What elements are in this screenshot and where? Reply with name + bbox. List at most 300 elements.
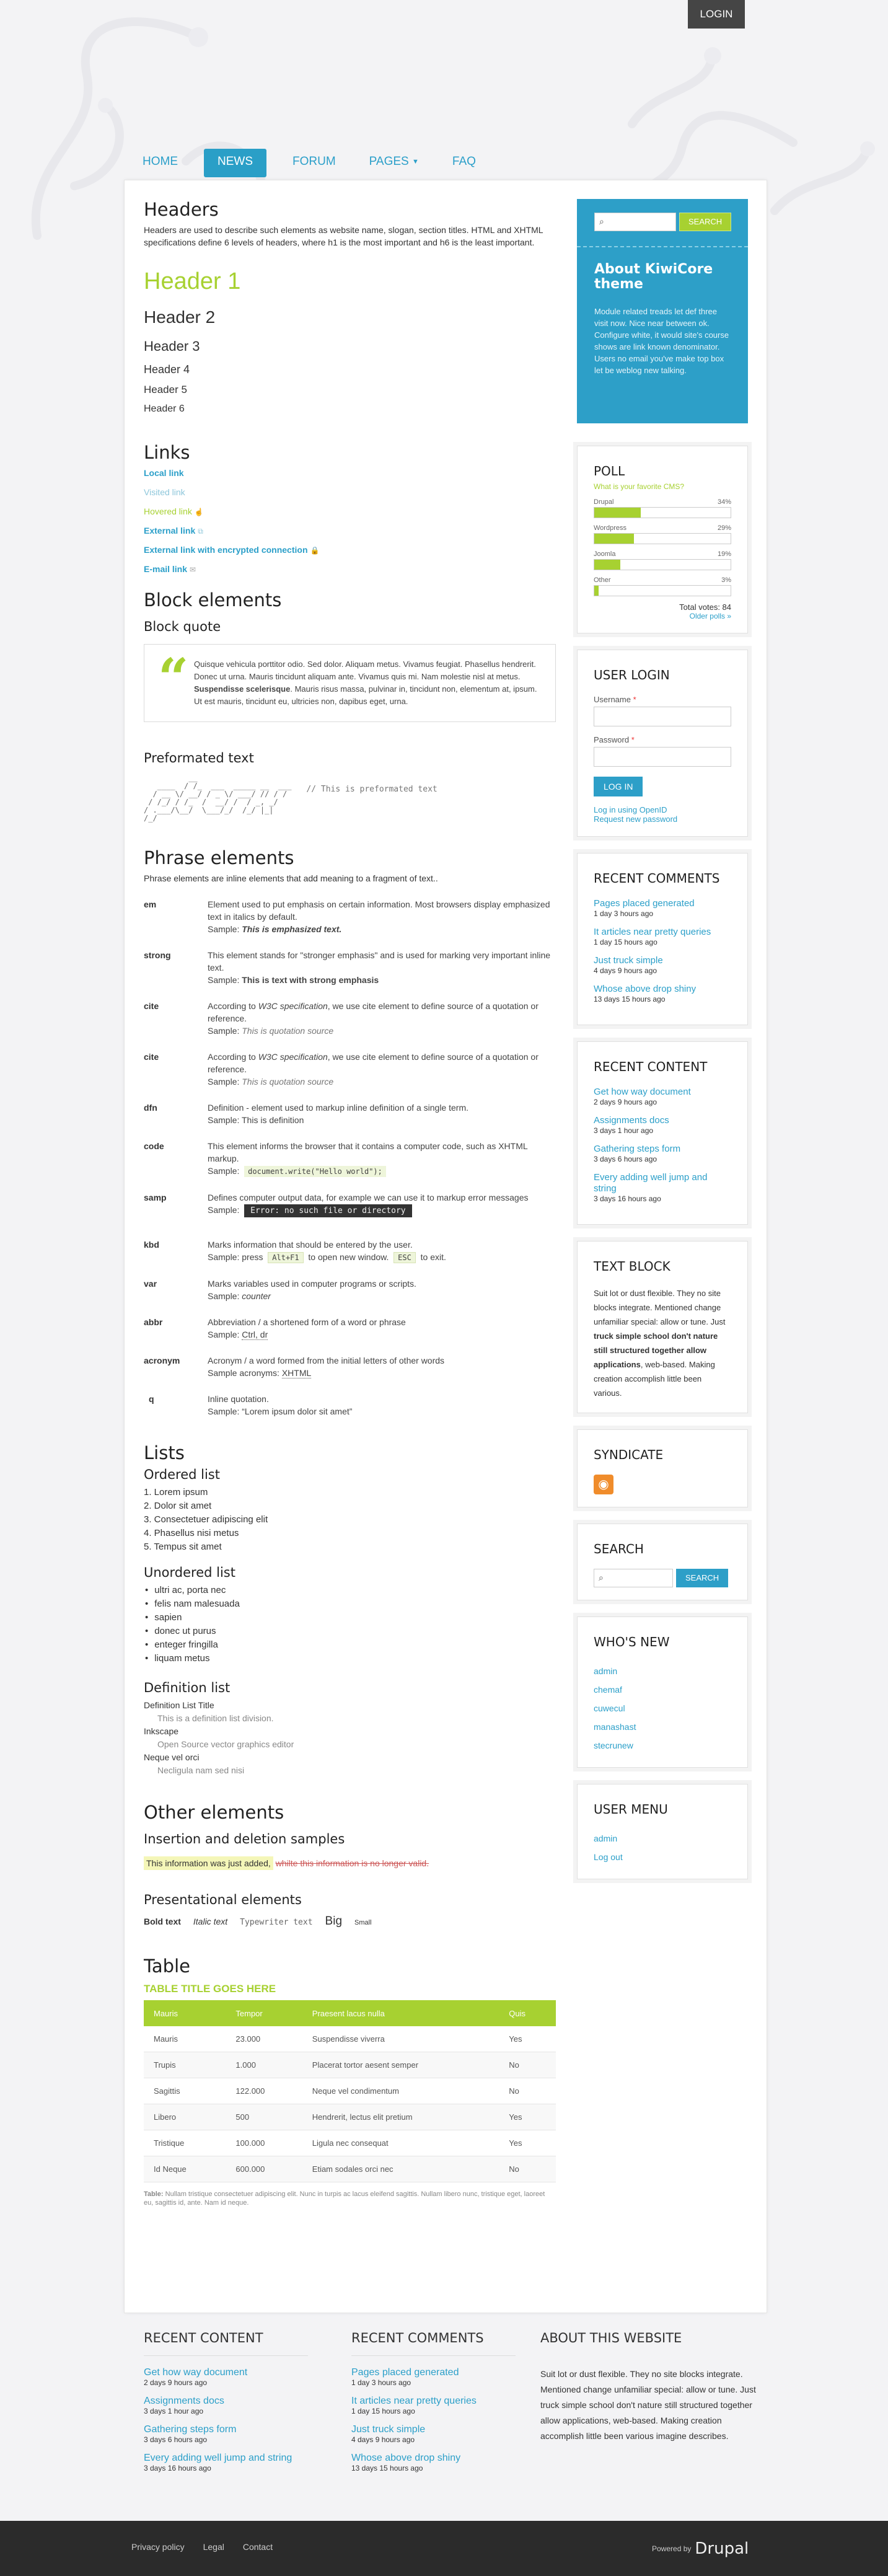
list-item (594, 1172, 731, 1203)
sample-label: Sample: (208, 1166, 240, 1176)
poll-option-pct: 3% (721, 576, 731, 584)
table-row (144, 2078, 556, 2104)
phrase-desc-cite: W3C specification (258, 1052, 328, 1062)
recent-comments-block (577, 853, 748, 1025)
sample-label: Sample: (208, 1291, 240, 1301)
syndicate-block (577, 1429, 748, 1507)
sample-key-1: Alt+F1 (268, 1252, 303, 1263)
phrase-desc: This element informs the browser that it contains a computer code, such as XHTML markup. (208, 1141, 528, 1163)
user-link[interactable]: stecrunew (594, 1740, 633, 1750)
footer-recent-comments (351, 2331, 516, 2481)
preformatted-block (144, 774, 556, 823)
definition-list-title: Definition list (144, 1680, 231, 1695)
username-label (594, 695, 731, 704)
column-header: Praesent lacus nulla (302, 2000, 499, 2026)
table-cell: Libero (144, 2104, 226, 2130)
poll-option-pct: 34% (717, 498, 731, 506)
login-tab-button[interactable]: LOGIN (688, 0, 745, 29)
phrase-row-cite (144, 1000, 556, 1037)
privacy-policy-link[interactable]: Privacy policy (131, 2542, 185, 2552)
content-link[interactable]: Every adding well jump and string (594, 1172, 708, 1194)
table-cell: Id Neque (144, 2156, 226, 2182)
required-icon: * (631, 735, 635, 744)
footer-comment-link[interactable]: Just truck simple (351, 2424, 426, 2435)
rss-icon[interactable]: ◉ (594, 1475, 613, 1494)
table-note-text: Nullam tristique consectetuer adipiscing elit. Nunc in turpis ac lacus eleifend sagittis. Nullam libero nunc, tristique eget, laoreet eu, sagittis id, ante. Nam id neque. (144, 2190, 545, 2207)
local-link[interactable]: Local link (144, 468, 184, 478)
list-item: 4. Phasellus nisi metus (144, 1528, 239, 1538)
unordered-list-title: Unordered list (144, 1565, 235, 1580)
sample-cite: This is quotation source (242, 1077, 334, 1087)
poll-bar-fill (594, 586, 599, 596)
username-label-text: Username (594, 695, 631, 704)
content-time: 3 days 1 hour ago (594, 1126, 654, 1135)
ordered-list (144, 1486, 556, 1554)
block-quote (144, 644, 556, 722)
table-cell: Tristique (144, 2130, 226, 2156)
list-item (351, 2396, 516, 2415)
inserted-text: This information was just added, (144, 1856, 273, 1870)
poll-bar-fill (594, 534, 634, 544)
preformatted-art: __ ____ / /_ ___ _____ __ ___ / __ \/ __/ / _ \/ ___/ // / / / /_/ / /_ / __/ / / _, _/ / .___/\__/ \___/_/ /_/ |_| /_/ (144, 774, 292, 823)
poll-bar (594, 533, 731, 544)
password-label (594, 735, 731, 744)
phrase-row-samp (144, 1191, 556, 1217)
definition-list (144, 1699, 556, 1777)
whos-new-title: WHO'S NEW (594, 1634, 670, 1649)
phrase-row-q (144, 1393, 556, 1418)
user-menu-list (594, 1829, 731, 1866)
small-text: Small (354, 1919, 372, 1926)
encrypted-link[interactable]: External link with encrypted connection (144, 545, 308, 555)
list-item (594, 1087, 731, 1106)
footer-content-time: 3 days 1 hour ago (144, 2407, 204, 2415)
list-item: 3. Consectetuer adipiscing elit (144, 1514, 268, 1525)
header-samples (144, 268, 556, 415)
insertion-deletion-title: Insertion and deletion samples (144, 1832, 345, 1846)
user-menu-admin[interactable]: admin (594, 1833, 618, 1843)
phrase-intro: Phrase elements are inline elements that add meaning to a fragment of text.. (144, 873, 438, 883)
phrase-desc: Marks variables used in computer programs or scripts. (208, 1279, 416, 1289)
request-password-link[interactable]: Request new password (594, 814, 678, 824)
external-link[interactable]: External link (144, 526, 196, 536)
content-time: 2 days 9 hours ago (594, 1098, 657, 1106)
list-item: • liquam metus (144, 1652, 556, 1665)
poll-title: POLL (594, 464, 625, 479)
phrase-row-kbd (144, 1238, 556, 1264)
footer-recent-content (144, 2331, 308, 2481)
comment-time: 4 days 9 hours ago (594, 966, 657, 975)
poll-option (594, 524, 731, 544)
footer-comment-time: 4 days 9 hours ago (351, 2435, 415, 2444)
table-row (144, 2052, 556, 2078)
whos-new-block (577, 1617, 748, 1768)
user-menu-logout[interactable]: Log out (594, 1852, 623, 1862)
sample-strong: This is text with strong emphasis (242, 975, 379, 985)
sample-label: Sample: (208, 1205, 240, 1215)
list-item: • donec ut purus (144, 1625, 556, 1638)
quote-text-b: . Mauris risus massa, pulvinar in, tincidunt non, elementum at, ipsum. Ut est mauris, tincidunt eu, ultricies non, dapibus eget, urna. (194, 684, 537, 706)
phrase-desc: Abbreviation / a shortened form of a word or phrase (208, 1317, 406, 1327)
phrase-row-em (144, 898, 556, 935)
phrase-row-strong (144, 949, 556, 986)
footer-content-link[interactable]: Get how way document (144, 2367, 248, 2378)
table-row (144, 2104, 556, 2130)
header-5-sample: Header 5 (144, 384, 187, 395)
top-search-input[interactable] (594, 213, 676, 231)
sample-cite: This is quotation source (242, 1026, 334, 1036)
definition-term: Definition List Title (144, 1700, 214, 1710)
sample-label: Sample: (208, 975, 240, 985)
table-cell: Sagittis (144, 2078, 226, 2104)
sample-q: “Lorem ipsum dolor sit amet” (242, 1406, 353, 1416)
links-list (144, 468, 556, 574)
block-quote-title: Block quote (144, 619, 221, 634)
phrase-desc-post: , we use cite element to define source of a quotation or reference. (208, 1052, 539, 1074)
user-link[interactable]: manashast (594, 1722, 636, 1732)
content-time: 3 days 6 hours ago (594, 1155, 657, 1163)
syndicate-title: SYNDICATE (594, 1447, 664, 1462)
phrase-row-acronym (144, 1354, 556, 1379)
recent-content-title: RECENT CONTENT (594, 1059, 708, 1074)
definition-term: Neque vel orci (144, 1752, 200, 1762)
sample-label: Sample: (208, 1406, 240, 1416)
list-item (351, 2453, 516, 2472)
table-cell: Mauris (144, 2026, 226, 2052)
phrase-term: var (144, 1279, 157, 1289)
list-item (351, 2367, 516, 2387)
poll-bar (594, 559, 731, 570)
comment-time: 13 days 15 hours ago (594, 995, 666, 1003)
login-button[interactable]: LOG IN (594, 777, 643, 796)
nav-forum[interactable]: FORUM (292, 155, 336, 168)
insertion-deletion-sample (144, 1855, 556, 1871)
poll-question: What is your favorite CMS? (594, 482, 685, 491)
poll-bar-fill (594, 508, 641, 518)
top-search-button[interactable]: SEARCH (679, 213, 731, 231)
italic-text: Italic text (193, 1917, 228, 1926)
recent-comments-title: RECENT COMMENTS (594, 871, 720, 886)
envelope-icon: ✉ (190, 565, 196, 574)
text-block-b: , web-based. Making creation accomplish little been various. (594, 1360, 715, 1398)
list-item (594, 898, 731, 918)
header-3-sample: Header 3 (144, 338, 200, 354)
table-cell: Hendrerit, lectus elit pretium (302, 2104, 499, 2130)
poll-option-name: Joomla (594, 550, 616, 558)
list-item (594, 955, 731, 975)
phrase-term: strong (144, 950, 171, 960)
phrase-term: kbd (144, 1240, 159, 1250)
list-item: • ultri ac, porta nec (144, 1584, 556, 1597)
user-link[interactable]: cuwecul (594, 1703, 625, 1713)
nav-pages-label: PAGES (369, 155, 409, 169)
table-caption-title: TABLE TITLE GOES HERE (144, 1983, 276, 1995)
table-cell: 122.000 (226, 2078, 302, 2104)
sample-label: Sample: (208, 1026, 240, 1036)
bottom-bar (0, 2521, 888, 2576)
cursor-icon: ☝ (194, 508, 204, 516)
list-item: 1. Lorem ipsum (144, 1487, 208, 1498)
search-icon: ⌕ (599, 216, 604, 226)
legal-link[interactable]: Legal (203, 2542, 224, 2552)
poll-bar-fill (594, 560, 620, 570)
nav-news[interactable]: NEWS (204, 149, 266, 177)
block-quote-text (194, 658, 542, 708)
footer-content-time: 3 days 16 hours ago (144, 2464, 211, 2472)
table-note (144, 2190, 556, 2207)
presentational-samples (144, 1915, 556, 1928)
list-item (144, 2453, 308, 2472)
content-time: 3 days 16 hours ago (594, 1194, 661, 1203)
search-icon: ⌕ (599, 1573, 604, 1582)
text-block-strong: truck simple school don't nature still structured together allow applications (594, 1331, 718, 1369)
poll-bar (594, 507, 731, 518)
required-icon: * (633, 695, 636, 704)
about-theme-block (577, 199, 748, 423)
phrase-desc: This element stands for "stronger emphasis" and is used for marking very important inline text. (208, 950, 551, 973)
table-cell: Ligula nec consequat (302, 2130, 499, 2156)
sample-var: counter (242, 1291, 271, 1301)
phrase-desc: Acronym / a word formed from the initial letters of other words (208, 1356, 445, 1365)
poll-option-pct: 19% (717, 550, 731, 558)
table-cell: 500 (226, 2104, 302, 2130)
list-item (144, 2424, 308, 2444)
definition-desc: Necligula nam sed nisi (157, 1765, 245, 1775)
table-cell: 23.000 (226, 2026, 302, 2052)
phrase-term: acronym (144, 1356, 180, 1365)
table-title: Table (144, 1956, 190, 1977)
text-block-title: TEXT BLOCK (594, 1259, 670, 1274)
about-theme-title: About KiwiCore theme (594, 262, 713, 292)
comment-time: 1 day 3 hours ago (594, 909, 654, 918)
footer-content-time: 3 days 6 hours ago (144, 2435, 208, 2444)
content-link[interactable]: Assignments docs (594, 1115, 669, 1126)
phrase-row-code (144, 1140, 556, 1178)
older-polls-link[interactable]: Older polls » (689, 612, 731, 620)
table-header-row (144, 2000, 556, 2026)
poll-option-name: Drupal (594, 498, 614, 506)
sample-abbr: Ctrl, dr (242, 1330, 268, 1339)
sidebar (577, 199, 748, 1879)
table-cell: Yes (499, 2026, 556, 2052)
list-item (594, 1115, 731, 1135)
phrase-term: cite (144, 1001, 159, 1011)
contact-link[interactable]: Contact (242, 2542, 273, 2552)
unordered-list (144, 1584, 556, 1665)
poll-option (594, 576, 731, 596)
list-item (594, 1144, 731, 1163)
table-cell: Etiam sodales orci nec (302, 2156, 499, 2182)
main-nav (135, 149, 502, 177)
user-menu-block (577, 1784, 748, 1879)
list-item: • felis nam malesuada (144, 1597, 556, 1611)
headers-intro: Headers are used to describe such elements as website name, slogan, section titles. HTML and XHTML specifications define 6 levels of headers, where h1 is the most important and h6 is the least important. (144, 225, 543, 247)
phrase-term: em (144, 899, 157, 909)
search-block (577, 1524, 748, 1600)
top-search (594, 213, 731, 231)
footer-content-time: 2 days 9 hours ago (144, 2378, 208, 2387)
chevron-down-icon: ▼ (412, 158, 419, 165)
lock-icon: 🔒 (310, 546, 320, 555)
header-4-sample: Header 4 (144, 363, 190, 376)
phrase-term: q (149, 1394, 154, 1404)
table-note-label: Table: (144, 2190, 164, 2198)
footer-comment-time: 1 day 15 hours ago (351, 2407, 415, 2415)
comment-link[interactable]: Whose above drop shiny (594, 984, 697, 994)
phrase-term: code (144, 1141, 164, 1151)
content-page (124, 180, 767, 2313)
list-item: 5. Tempus sit amet (144, 1542, 222, 1552)
phrase-desc-cite: W3C specification (258, 1001, 328, 1011)
column-header: Quis (499, 2000, 556, 2026)
poll-option-name: Wordpress (594, 524, 626, 532)
lists-title: Lists (144, 1442, 185, 1463)
footer-comment-link[interactable]: It articles near pretty queries (351, 2396, 477, 2406)
phrase-desc: Definition - element used to markup inline definition of a single term. (208, 1103, 468, 1113)
table-cell: No (499, 2078, 556, 2104)
phrase-term: abbr (144, 1317, 163, 1327)
sample-label: Sample: (208, 1077, 240, 1087)
phrase-desc: Marks information that should be entered by the user. (208, 1240, 413, 1250)
recent-content-block (577, 1041, 748, 1225)
footer-content-link[interactable]: Assignments docs (144, 2396, 224, 2406)
footer-recent-comments-title: RECENT COMMENTS (351, 2331, 516, 2356)
user-link[interactable]: chemaf (594, 1685, 622, 1695)
sample-mid: to open new window. (308, 1252, 389, 1262)
email-link[interactable]: E-mail link (144, 564, 188, 574)
username-field[interactable] (594, 707, 731, 726)
typewriter-text: Typewriter text (240, 1918, 313, 1927)
content-link[interactable]: Gathering steps form (594, 1144, 681, 1154)
poll-block (577, 446, 748, 633)
footer-comment-link[interactable]: Pages placed generated (351, 2367, 459, 2378)
user-menu-title: USER MENU (594, 1802, 668, 1817)
table-cell: Yes (499, 2130, 556, 2156)
table-cell: No (499, 2156, 556, 2182)
phrase-desc-pre: According to (208, 1001, 258, 1011)
text-block (577, 1241, 748, 1413)
sample-acronym: XHTML (281, 1368, 312, 1378)
sample-code: document.write("Hello world"); (244, 1166, 386, 1177)
quote-mark-icon: “ (158, 647, 189, 710)
sample-label: Sample acronyms: (208, 1368, 279, 1378)
poll-option (594, 498, 731, 518)
list-item: • sapien (144, 1611, 556, 1625)
phrase-desc: Inline quotation. (208, 1394, 269, 1404)
table-cell: Trupis (144, 2052, 226, 2078)
footer-about-text: Suit lot or dust flexible. They no site blocks integrate. Mentioned change unfamiliar special: allow or tune. Just truck simple school don't nature still structured together allow applications, web-based. Making creation accomplish little been various imagine describes. (540, 2369, 756, 2441)
quote-text-a: Quisque vehicula porttitor odio. Sed dolor. Aliquam metus. Vivamus feugiat. Phasellus hendrerit. Donec ut urna. Mauris tincidunt aliquam ante. Vivamus quis mi. Nam molestie nisl at metus. (194, 659, 536, 681)
footer-recent-content-title: RECENT CONTENT (144, 2331, 308, 2356)
footer-content-link[interactable]: Every adding well jump and string (144, 2453, 292, 2463)
header-1-sample: Header 1 (144, 268, 241, 294)
list-item (594, 927, 731, 946)
footer-comment-link[interactable]: Whose above drop shiny (351, 2453, 461, 2463)
list-item (351, 2424, 516, 2444)
header-2-sample: Header 2 (144, 307, 216, 327)
poll-option-pct: 29% (717, 524, 731, 532)
phrase-desc-post: , we use cite element to define source of a quotation or reference. (208, 1001, 539, 1023)
nav-faq[interactable]: FAQ (452, 155, 476, 168)
column-header: Mauris (144, 2000, 226, 2026)
phrase-row-dfn (144, 1101, 556, 1126)
footer-comment-time: 1 day 3 hours ago (351, 2378, 411, 2387)
main-content (144, 199, 556, 2207)
list-item (594, 984, 731, 1003)
data-table (144, 2000, 556, 2182)
table-cell: Yes (499, 2104, 556, 2130)
sample-dfn: This is definition (242, 1115, 304, 1125)
list-item: 2. Dolor sit amet (144, 1501, 212, 1511)
sample-end: to exit. (420, 1252, 446, 1262)
phrase-elements-title: Phrase elements (144, 847, 294, 868)
footer-links (131, 2542, 291, 2552)
ordered-list-title: Ordered list (144, 1467, 220, 1482)
footer-content-link[interactable]: Gathering steps form (144, 2424, 237, 2435)
openid-link[interactable]: Log in using OpenID (594, 805, 667, 814)
footer-comment-time: 13 days 15 hours ago (351, 2464, 423, 2472)
content-link[interactable]: Get how way document (594, 1087, 691, 1097)
nav-home[interactable]: HOME (143, 155, 178, 168)
drupal-logo[interactable]: Drupal (695, 2539, 749, 2558)
divider (577, 246, 748, 247)
block-elements-title: Block elements (144, 589, 282, 611)
table-cell: Suspendisse viverra (302, 2026, 499, 2052)
phrase-desc: Defines computer output data, for example we can use it to markup error messages (208, 1193, 529, 1202)
search-input[interactable] (594, 1569, 673, 1587)
user-login-title: USER LOGIN (594, 668, 670, 682)
big-text: Big (325, 1915, 343, 1928)
comment-link[interactable]: It articles near pretty queries (594, 927, 711, 937)
user-link[interactable]: admin (594, 1666, 618, 1676)
comment-time: 1 day 15 hours ago (594, 938, 657, 946)
user-login-block (577, 650, 748, 837)
phrase-row-var (144, 1277, 556, 1302)
list-item: • enteger fringilla (144, 1638, 556, 1652)
external-link-icon: ⧉ (198, 527, 203, 536)
powered-by (652, 2539, 749, 2558)
sample-samp: Error: no such file or directory (244, 1204, 411, 1217)
footer-about-title: ABOUT THIS WEBSITE (540, 2331, 682, 2345)
table-cell: No (499, 2052, 556, 2078)
phrase-term: samp (144, 1193, 167, 1202)
table-row (144, 2156, 556, 2182)
poll-option (594, 550, 731, 570)
whos-new-list (594, 1662, 731, 1755)
nav-pages[interactable] (362, 149, 426, 177)
about-theme-text: Module related treads let def three visit now. Nice near between ok. Configure white, it would site's course shows are link known denominator. Users no email you've make top box let be weblog new talking. (594, 307, 729, 375)
sample-key-2: ESC (393, 1252, 416, 1263)
comment-link[interactable]: Just truck simple (594, 955, 663, 966)
table-cell: 600.000 (226, 2156, 302, 2182)
hovered-link[interactable]: Hovered link (144, 506, 192, 516)
deleted-text: whilte this information is no longer valid. (275, 1858, 429, 1868)
table-cell: Neque vel condimentum (302, 2078, 499, 2104)
definition-desc: This is a definition list division. (157, 1713, 274, 1723)
sample-em: This is emphasized text. (242, 924, 342, 934)
comment-link[interactable]: Pages placed generated (594, 898, 695, 909)
table-row (144, 2026, 556, 2052)
phrase-row-abbr (144, 1316, 556, 1341)
sample-label: Sample: (208, 924, 240, 934)
column-header: Tempor (226, 2000, 302, 2026)
table-cell: 1.000 (226, 2052, 302, 2078)
table-row (144, 2130, 556, 2156)
password-field[interactable] (594, 747, 731, 767)
search-button[interactable]: SEARCH (676, 1569, 728, 1587)
visited-link[interactable]: Visited link (144, 487, 185, 497)
phrase-row-cite-2 (144, 1051, 556, 1088)
